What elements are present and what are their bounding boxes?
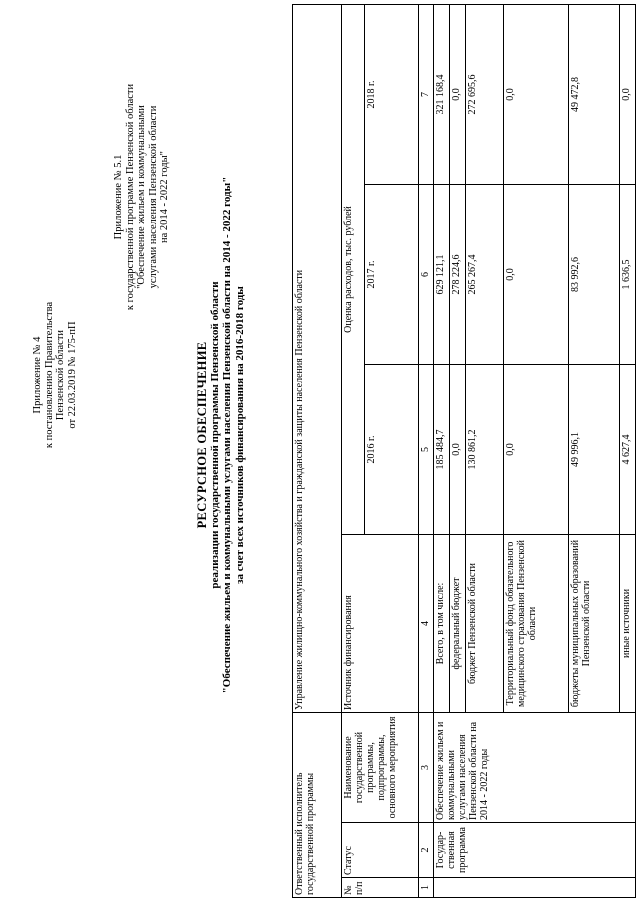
value-2017-cell: 629 121,1 — [434, 184, 450, 364]
appendix-4-line: Пензенской области — [55, 329, 66, 421]
header-source: Источник финансирования — [342, 534, 418, 712]
value-2018-cell: 321 168,4 — [434, 4, 450, 184]
program-number — [434, 878, 636, 898]
value-2017-cell: 278 224,6 — [449, 184, 465, 364]
appendix-4-block — [32, 210, 78, 540]
column-number: 5 — [418, 364, 434, 534]
heading-period: за счет всех источников финансирования на 2016-2018 годы — [233, 286, 246, 584]
value-2018-cell: 49 472,8 — [568, 4, 620, 184]
appendix-4-line: Приложение № 4 — [32, 336, 43, 414]
header-estimate: Оценка расходов, тыс. рублей — [342, 4, 364, 534]
header-number: № п/п — [342, 878, 418, 898]
value-2016-cell: 4 627,4 — [620, 364, 636, 534]
appendix-4-line: к постановлению Правительства — [43, 301, 55, 449]
value-2018-cell: 272 695,6 — [465, 4, 503, 184]
program-status: Государ-ственная программа — [434, 823, 636, 878]
heading-title: РЕСУРСНОЕ ОБЕСПЕЧЕНИЕ — [195, 341, 209, 529]
appendix-5-1-line: на 2014 - 2022 годы" — [159, 151, 170, 243]
value-2017-cell: 0,0 — [503, 184, 568, 364]
column-number: 3 — [418, 712, 434, 822]
heading-program-name: "Обеспечение жильем и коммунальными услугами населения Пензенской области на 2014 - 2022 годы" — [221, 176, 233, 694]
value-2018-cell: 0,0 — [620, 4, 636, 184]
appendix-5-1-line: Приложение № 5.1 — [113, 154, 124, 240]
source-cell: бюджет Пензенской области — [465, 534, 503, 712]
source-cell: федеральный бюджет — [449, 534, 465, 712]
value-2018-cell: 0,0 — [503, 4, 568, 184]
source-cell: иные источники — [620, 534, 636, 712]
program-name: Обеспечение жильем и коммунальными услугами населения Пензенской области на 2014 - 2022 годы — [434, 712, 636, 822]
source-cell: Всего, в том числе: — [434, 534, 450, 712]
resource-table — [292, 4, 636, 898]
value-2016-cell: 185 484,7 — [434, 364, 450, 534]
value-2016-cell: 49 996,1 — [568, 364, 620, 534]
value-2018-cell: 0,0 — [449, 4, 465, 184]
document-heading — [196, 45, 246, 825]
column-number: 1 — [418, 878, 434, 898]
value-2017-cell: 1 636,5 — [620, 184, 636, 364]
appendix-5-1-line: "Обеспечение жильем и коммунальными — [136, 105, 147, 289]
column-number: 2 — [418, 823, 434, 878]
executor-value-cell: Управление жилищно-коммунального хозяйства и гражданской защиты населения Пензенской области — [293, 4, 342, 712]
heading-subtitle: реализации государственной программы Пензенской области — [208, 281, 221, 589]
appendix-5-1-block — [113, 7, 171, 387]
value-2017-cell: 265 267,4 — [465, 184, 503, 364]
header-year-2018: 2018 г. — [364, 4, 418, 184]
header-status: Статус — [342, 823, 418, 878]
value-2016-cell: 130 861,2 — [465, 364, 503, 534]
column-number: 7 — [418, 4, 434, 184]
appendix-4-line: от 22.03.2019 № 175-пП — [66, 321, 78, 429]
column-number: 4 — [418, 534, 434, 712]
source-cell: бюджеты муниципальных образований Пензенской области — [568, 534, 620, 712]
header-year-2016: 2016 г. — [364, 364, 418, 534]
appendix-5-1-line: к государственной программе Пензенской области — [124, 83, 136, 311]
source-cell: Территориальный фонд обязательного медицинского страхования Пензенской области — [503, 534, 568, 712]
executor-label-cell: Ответственный исполнитель государственной программы — [293, 712, 342, 897]
header-year-2017: 2017 г. — [364, 184, 418, 364]
column-number: 6 — [418, 184, 434, 364]
value-2016-cell: 0,0 — [449, 364, 465, 534]
value-2017-cell: 83 992,6 — [568, 184, 620, 364]
value-2016-cell: 0,0 — [503, 364, 568, 534]
appendix-5-1-line: услугами населения Пензенской области — [147, 105, 159, 289]
header-name: Наименование государственной программы, подпрограммы, основного мероприятия — [342, 712, 418, 822]
